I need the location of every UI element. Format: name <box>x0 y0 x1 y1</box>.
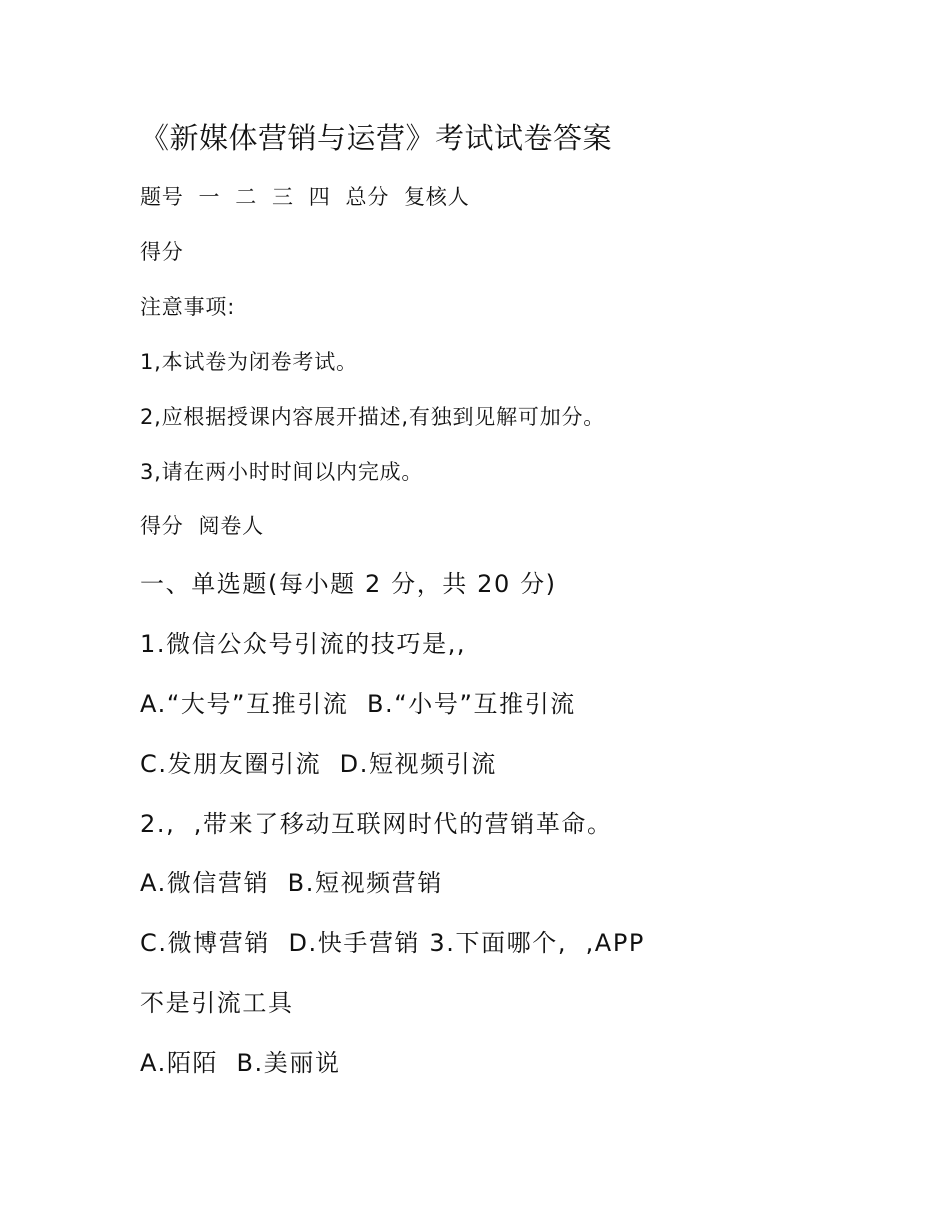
notice-item-1: 1,本试卷为闭卷考试。 <box>140 350 358 374</box>
question-2-options-ab: A.微信营销 B.短视频营销 <box>140 869 443 897</box>
notice-item-3: 3,请在两小时时间以内完成。 <box>140 460 424 484</box>
notice-heading: 注意事项: <box>140 295 236 319</box>
score-table-header: 题号 一 二 三 四 总分 复核人 <box>140 185 470 209</box>
document-title: 《新媒体营销与运营》考试试卷答案 <box>140 121 613 155</box>
question-1: 1.微信公众号引流的技巧是,, <box>140 630 467 658</box>
grader-row: 得分 阅卷人 <box>140 514 264 538</box>
notice-item-2: 2,应根据授课内容展开描述,有独到见解可加分。 <box>140 405 606 429</box>
score-label: 得分 <box>140 240 184 264</box>
question-3-continued: 不是引流工具 <box>140 989 294 1017</box>
question-1-options-cd: C.发朋友圈引流 D.短视频引流 <box>140 750 497 778</box>
section-title: 一、单选题(每小题 2 分，共 20 分) <box>140 570 557 598</box>
question-3-options-ab: A.陌陌 B.美丽说 <box>140 1049 341 1077</box>
question-2: 2., ,带来了移动互联网时代的营销革命。 <box>140 810 613 838</box>
question-1-options-ab: A.“大号”互推引流 B.“小号”互推引流 <box>140 690 576 718</box>
question-2-options-cd-question-3: C.微博营销 D.快手营销 3.下面哪个, ,APP <box>140 929 645 957</box>
